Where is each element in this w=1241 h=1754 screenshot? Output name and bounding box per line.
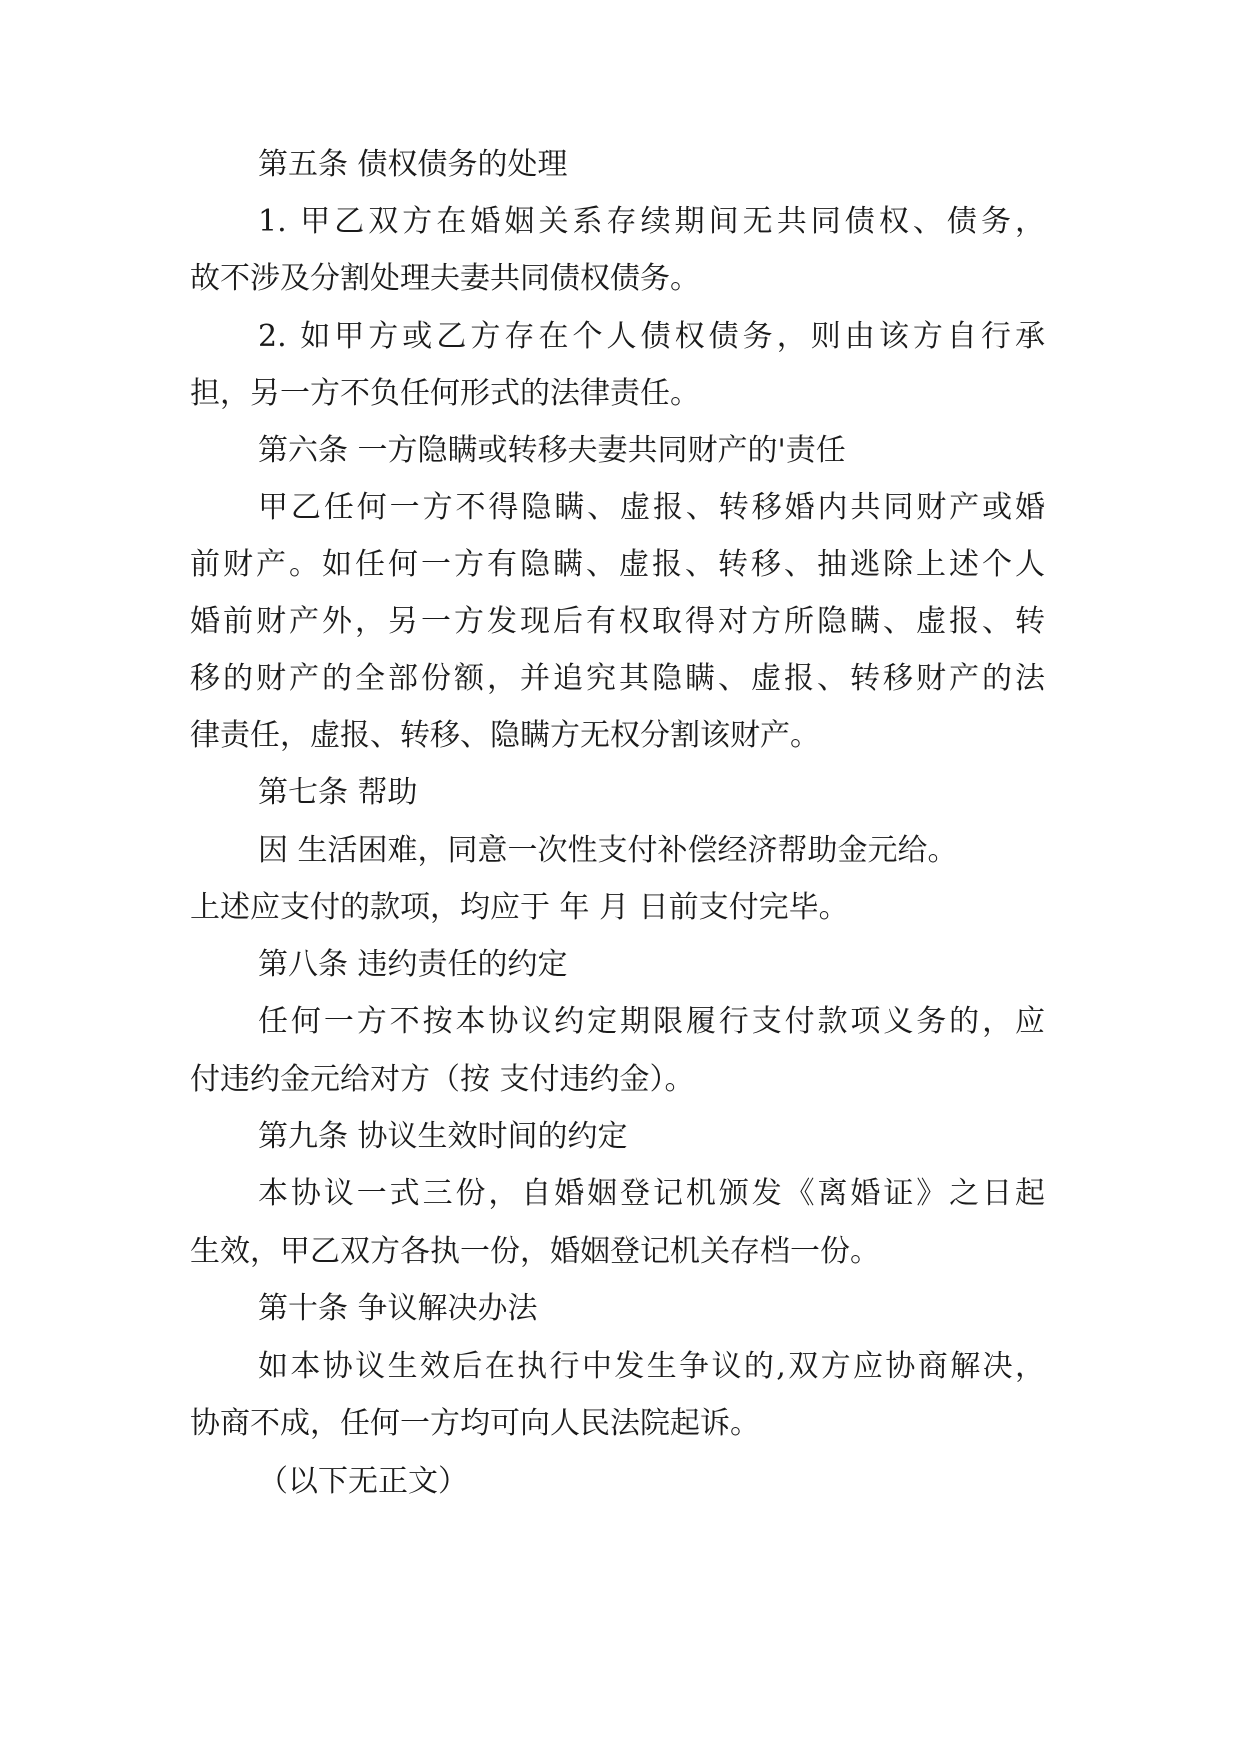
paragraph-line: 移的财产的全部份额，并追究其隐瞒、虚报、转移财产的法 [190,661,1045,696]
paragraph-line: 2. 如甲方或乙方存在个人债权债务，则由该方自行承 [258,319,1045,354]
article-10-heading: 第十条 争议解决办法 [258,1291,538,1326]
paragraph-line: 故不涉及分割处理夫妻共同债权债务。 [190,261,700,296]
paragraph-line: 本协议一式三份，自婚姻登记机颁发《离婚证》之日起 [258,1176,1045,1211]
article-8-heading: 第八条 违约责任的约定 [258,947,568,982]
article-5-heading: 第五条 债权债务的处理 [258,147,568,182]
paragraph-line: 如本协议生效后在执行中发生争议的,双方应协商解决， [258,1349,1045,1384]
paragraph-line: 担，另一方不负任何形式的法律责任。 [190,376,700,411]
article-9-heading: 第九条 协议生效时间的约定 [258,1119,628,1154]
paragraph-line: 律责任，虚报、转移、隐瞒方无权分割该财产。 [190,718,820,753]
paragraph-line: 付违约金元给对方（按 支付违约金）。 [190,1062,695,1097]
paragraph-line: 前财产。如任何一方有隐瞒、虚报、转移、抽逃除上述个人 [190,547,1045,582]
paragraph-line: 任何一方不按本协议约定期限履行支付款项义务的，应 [258,1004,1045,1039]
paragraph-line: 上述应支付的款项，均应于 年 月 日前支付完毕。 [190,890,849,925]
paragraph-line: 因 生活困难，同意一次性支付补偿经济帮助金元给。 [258,833,958,868]
paragraph-line: 协商不成，任何一方均可向人民法院起诉。 [190,1406,760,1441]
paragraph-line: 1. 甲乙双方在婚姻关系存续期间无共同债权、债务， [258,204,1045,239]
article-7-heading: 第七条 帮助 [258,775,418,810]
article-6-heading: 第六条 一方隐瞒或转移夫妻共同财产的'责任 [258,433,846,468]
end-of-text-note: （以下无正文） [258,1464,468,1499]
paragraph-line: 婚前财产外，另一方发现后有权取得对方所隐瞒、虚报、转 [190,604,1045,639]
paragraph-line: 生效，甲乙双方各执一份，婚姻登记机关存档一份。 [190,1234,880,1269]
paragraph-line: 甲乙任何一方不得隐瞒、虚报、转移婚内共同财产或婚 [258,490,1045,525]
